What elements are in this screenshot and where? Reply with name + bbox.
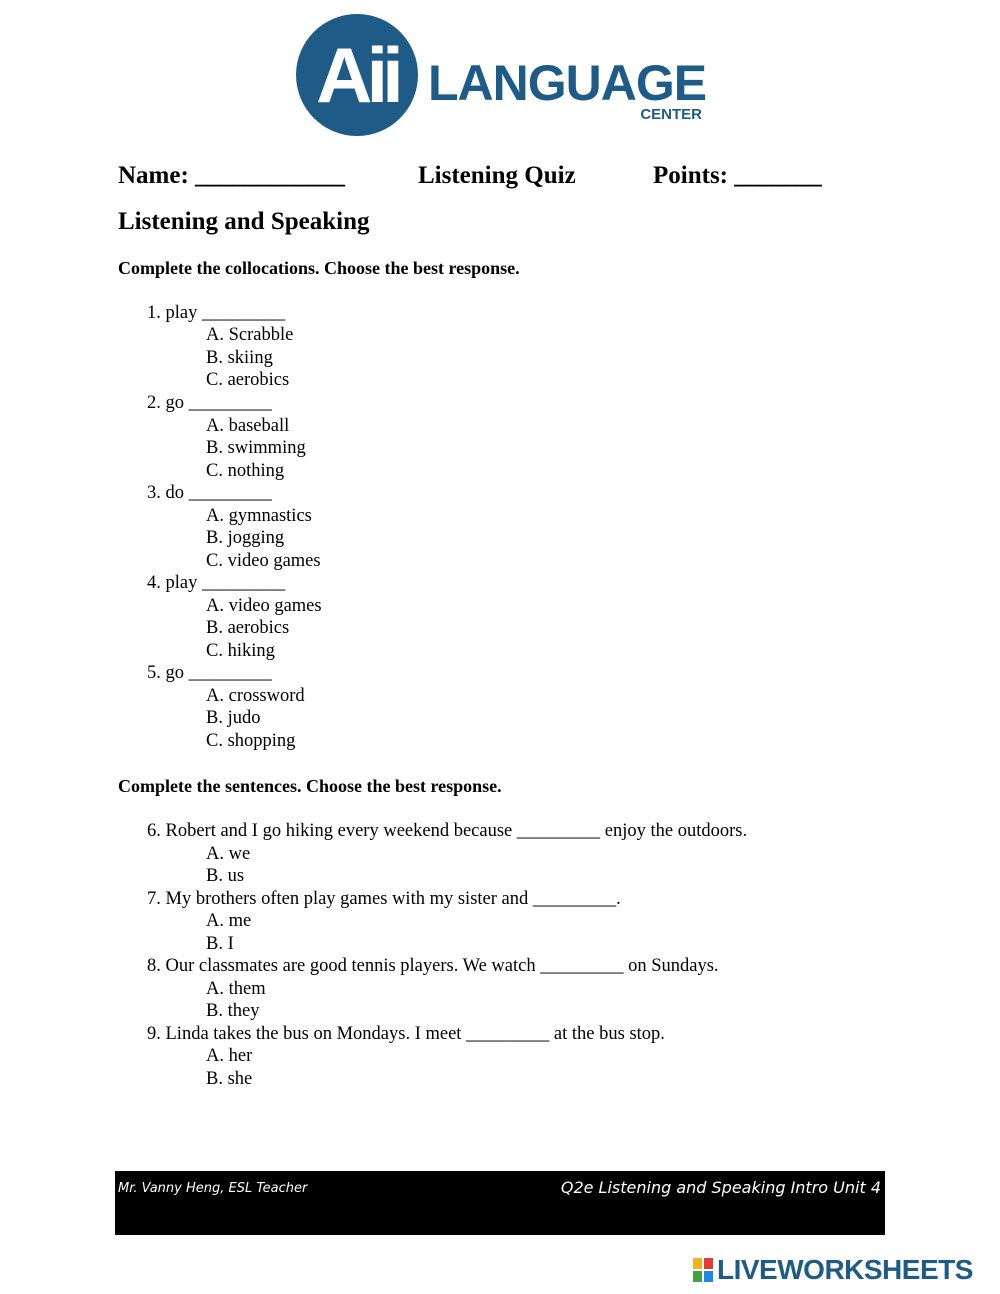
aii-language-center-logo <box>296 14 706 138</box>
question-7: 7. My brothers often play games with my sister and _________. <box>147 889 621 909</box>
option[interactable]: A. Scrabble <box>206 325 294 345</box>
footer-course: Q2e Listening and Speaking Intro Unit 4 <box>560 1178 881 1197</box>
part1-instruction: Complete the collocations. Choose the best response. <box>118 258 520 278</box>
question-1: 1. play _________ <box>147 303 286 323</box>
name-field-label: Name: ____________ <box>118 162 346 189</box>
option[interactable]: B. I <box>206 934 234 954</box>
question-5: 5. go _________ <box>147 663 272 683</box>
question-6: 6. Robert and I go hiking every weekend because _________ enjoy the outdoors. <box>147 821 748 841</box>
question-4: 4. play _________ <box>147 573 286 593</box>
part2-instruction: Complete the sentences. Choose the best response. <box>118 776 502 796</box>
option[interactable]: A. we <box>206 844 251 864</box>
option[interactable]: C. shopping <box>206 731 296 751</box>
logo-word: LANGUAGE <box>428 55 707 111</box>
liveworksheets-text: LIVEWORKSHEETS <box>717 1254 973 1285</box>
option[interactable]: C. video games <box>206 551 321 571</box>
question-9: 9. Linda takes the bus on Mondays. I meet _________ at the bus stop. <box>147 1024 665 1044</box>
liveworksheets-watermark <box>693 1255 993 1285</box>
page-footer <box>115 1171 885 1235</box>
option[interactable]: C. aerobics <box>206 370 290 390</box>
section-title: Listening and Speaking <box>118 208 370 235</box>
question-3: 3. do _________ <box>147 483 272 503</box>
option[interactable]: B. judo <box>206 708 261 728</box>
option[interactable]: B. aerobics <box>206 618 290 638</box>
option[interactable]: B. they <box>206 1001 260 1021</box>
question-2: 2. go _________ <box>147 393 272 413</box>
option[interactable]: A. crossword <box>206 686 305 706</box>
option[interactable]: B. us <box>206 866 245 886</box>
option[interactable]: C. hiking <box>206 641 275 661</box>
points-field-label: Points: _______ <box>653 162 822 189</box>
option[interactable]: C. nothing <box>206 461 285 481</box>
option[interactable]: A. me <box>206 911 252 931</box>
option[interactable]: A. baseball <box>206 416 290 436</box>
option[interactable]: A. gymnastics <box>206 506 312 526</box>
quiz-title: Listening Quiz <box>418 162 576 189</box>
logo-mark: Aii <box>296 14 418 136</box>
footer-teacher: Mr. Vanny Heng, ESL Teacher <box>118 1181 308 1196</box>
option[interactable]: A. video games <box>206 596 322 616</box>
option[interactable]: B. she <box>206 1069 253 1089</box>
question-8: 8. Our classmates are good tennis players. We watch _________ on Sundays. <box>147 956 719 976</box>
logo-subtitle: CENTER <box>640 106 702 123</box>
option[interactable]: A. them <box>206 979 266 999</box>
option[interactable]: A. her <box>206 1046 253 1066</box>
option[interactable]: B. jogging <box>206 528 285 548</box>
liveworksheets-icon <box>693 1258 713 1282</box>
option[interactable]: B. swimming <box>206 438 306 458</box>
option[interactable]: B. skiing <box>206 348 273 368</box>
